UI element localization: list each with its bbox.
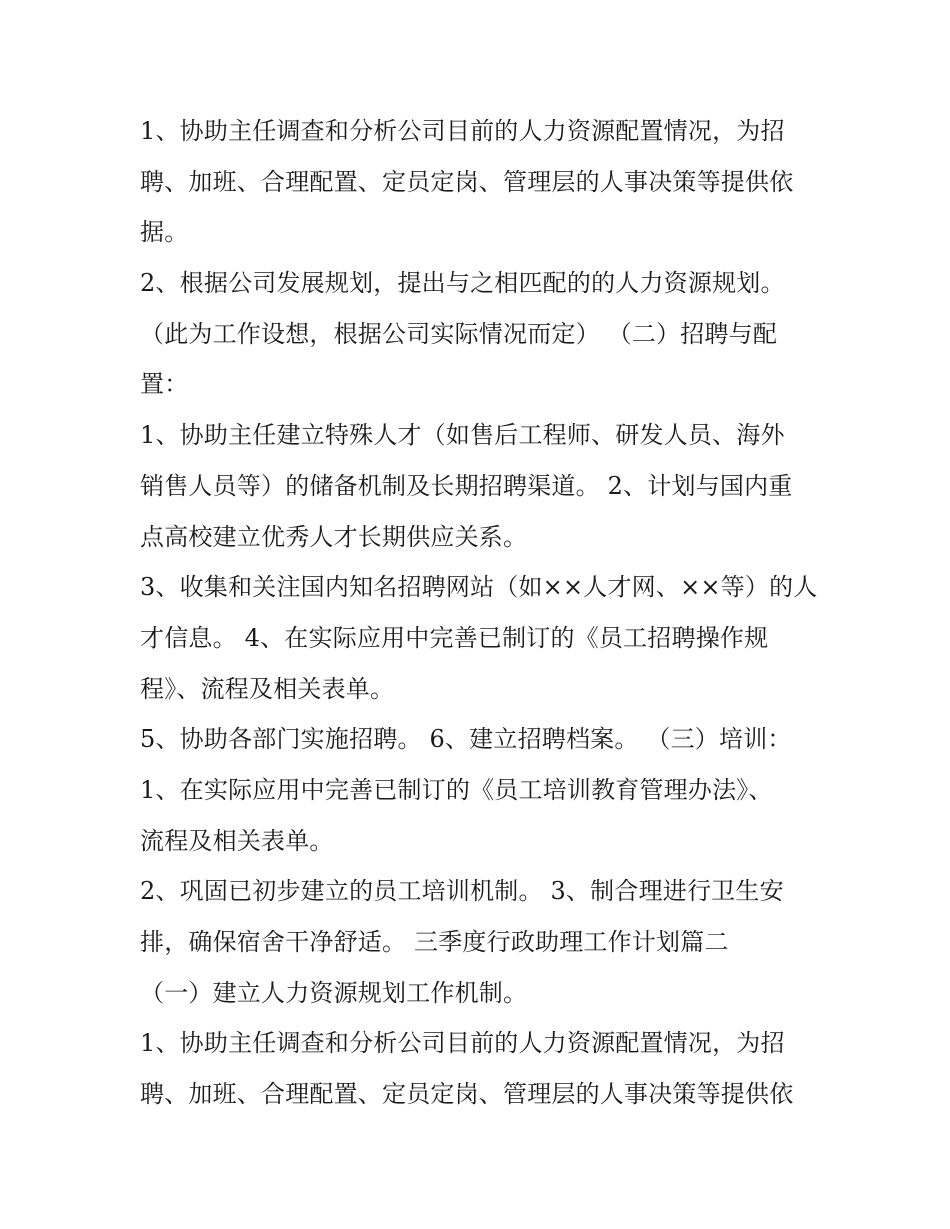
text-line: 1、在实际应用中完善已制订的《员工培训教育管理办法》、 <box>140 775 773 804</box>
text-paragraph <box>140 714 830 765</box>
document-body <box>140 106 830 1120</box>
text-line: 程》、流程及相关表单。 <box>140 674 395 703</box>
text-line: （一）建立人力资源规划工作机制。 <box>140 978 528 1007</box>
text-line: 销售人员等）的储备机制及长期招聘渠道。 2、计划与国内重 <box>140 471 793 500</box>
text-line: 1、协助主任调查和分析公司目前的人力资源配置情况，为招 <box>140 117 785 145</box>
text-line: 置： <box>140 370 189 399</box>
text-line: 聘、加班、合理配置、定员定岗、管理层的人事决策等提供依 <box>140 167 794 196</box>
text-line: 才信息。 4、在实际应用中完善已制订的《员工招聘操作规 <box>140 623 769 652</box>
text-line: 聘、加班、合理配置、定员定岗、管理层的人事决策等提供依 <box>140 1080 794 1109</box>
text-paragraph <box>140 258 830 410</box>
text-line: 5、协助各部门实施招聘。 6、建立招聘档案。 （三）培训： <box>140 725 792 754</box>
text-paragraph <box>140 1018 830 1119</box>
text-line: 据。 <box>140 218 189 247</box>
text-line: 排，确保宿舍干净舒适。 三季度行政助理工作计划篇二 <box>140 928 729 956</box>
text-line: 2、巩固已初步建立的员工培训机制。 3、制合理进行卫生安 <box>140 877 784 906</box>
text-line: 3、收集和关注国内知名招聘网站（如××人才网、××等）的人 <box>140 573 818 602</box>
text-line: 点高校建立优秀人才长期供应关系。 <box>140 522 528 551</box>
text-line: 1、协助主任建立特殊人才（如售后工程师、研发人员、海外 <box>140 421 785 450</box>
text-paragraph <box>140 866 830 1018</box>
text-paragraph <box>140 410 830 562</box>
text-paragraph <box>140 562 830 714</box>
text-line: 流程及相关表单。 <box>140 826 334 855</box>
text-paragraph <box>140 765 830 866</box>
text-line: （此为工作设想，根据公司实际情况而定） （二）招聘与配 <box>140 319 778 348</box>
text-line: 1、协助主任调查和分析公司目前的人力资源配置情况，为招 <box>140 1029 785 1058</box>
text-line: 2、根据公司发展规划，提出与之相匹配的的人力资源规划。 <box>140 269 785 298</box>
text-paragraph <box>140 106 830 258</box>
